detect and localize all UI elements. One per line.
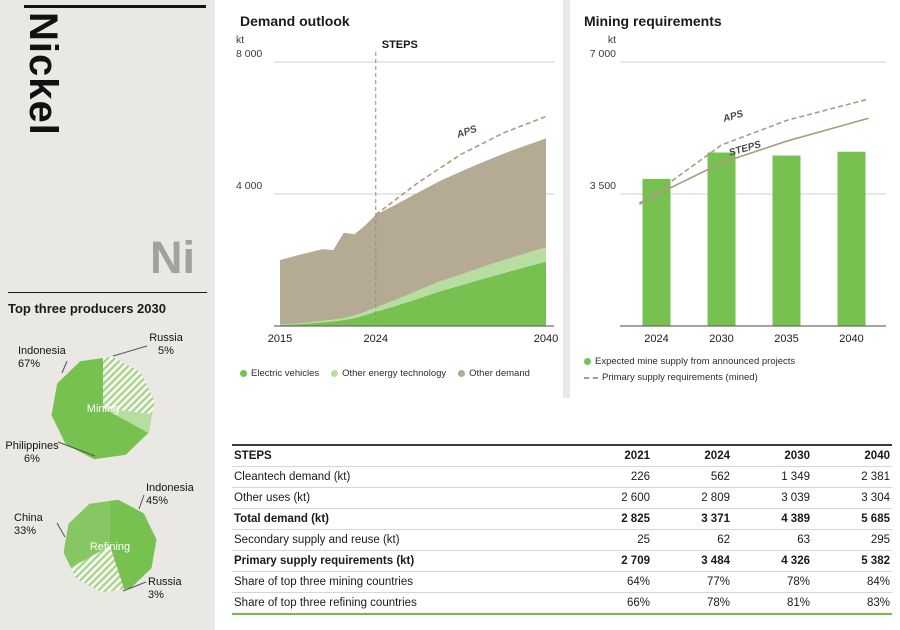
y-tick-label: 8 000 (236, 48, 263, 60)
callout-pct: 67% (18, 357, 41, 370)
producers-title: Top three producers 2030 (8, 301, 166, 316)
table-cell: 77% (652, 572, 732, 593)
table-header-cell: 2040 (812, 445, 892, 467)
table-cell: 2 809 (652, 488, 732, 509)
table-cell: 62 (652, 530, 732, 551)
y-tick-label: 4 000 (236, 180, 263, 192)
steps-table-wrap (232, 444, 892, 615)
callout-pct: 6% (24, 452, 40, 465)
pie-callout-russia-refining (148, 576, 198, 602)
pie-callout-indonesia-refining (146, 482, 206, 508)
table-cell: 3 304 (812, 488, 892, 509)
legend-item (240, 368, 319, 379)
dot-marker-icon (331, 370, 338, 377)
leader-line-china (57, 523, 65, 537)
mining-pie-block (0, 330, 215, 470)
legend-label: Other demand (469, 368, 530, 379)
row-label: Total demand (kt) (232, 509, 572, 530)
table-cell: 3 484 (652, 551, 732, 572)
callout-pct: 3% (148, 588, 164, 601)
table-header-cell: 2021 (572, 445, 652, 467)
pie-callout-china-refining (14, 512, 56, 538)
row-label: Cleantech demand (kt) (232, 467, 572, 488)
x-tick-label: 2015 (267, 333, 293, 345)
table-cell: 4 389 (732, 509, 812, 530)
x-tick-label: 2030 (709, 333, 734, 345)
table-header-cell: 2024 (652, 445, 732, 467)
callout-name: Indonesia (18, 345, 66, 357)
legend-item (584, 356, 795, 367)
mining-title: Mining requirements (584, 13, 722, 29)
steps-scenario-label: STEPS (727, 139, 763, 159)
legend-label: Expected mine supply from announced projects (595, 356, 796, 367)
table-cell: 64% (572, 572, 652, 593)
aps-scenario-label: APS (455, 123, 479, 141)
leader-line-indonesia (139, 495, 144, 509)
table-header-row (232, 445, 892, 467)
table-cell: 5 685 (812, 509, 892, 530)
refining-pie-block (0, 468, 215, 620)
demand-title: Demand outlook (240, 13, 350, 29)
table-cell: 2 825 (572, 509, 652, 530)
table-cell: 84% (812, 572, 892, 593)
table-cell: 2 381 (812, 467, 892, 488)
mining-legend (584, 356, 795, 383)
table-cell: 81% (732, 593, 812, 615)
x-tick-label: 2040 (839, 333, 864, 345)
bar-2030 (708, 153, 736, 326)
table-cell: 25 (572, 530, 652, 551)
mining-chart (576, 34, 898, 352)
table-row (232, 488, 892, 509)
legend-item (331, 368, 446, 379)
legend-label: Other energy technology (342, 368, 447, 379)
table-cell: 562 (652, 467, 732, 488)
pie-callout-philippines-mining (0, 440, 64, 466)
row-label: Share of top three refining countries (232, 593, 572, 615)
mining-pie-center-label: Mining (86, 403, 120, 415)
mining-panel (570, 0, 900, 398)
legend-label: Electric vehicles (251, 368, 320, 379)
row-label: Primary supply requirements (kt) (232, 551, 572, 572)
callout-name: Russia (149, 332, 183, 344)
table-cell: 63 (732, 530, 812, 551)
element-symbol: Ni (150, 232, 195, 283)
legend-item (584, 372, 795, 383)
dot-marker-icon (458, 370, 465, 377)
callout-pct: 5% (158, 344, 174, 357)
callout-name: China (14, 512, 43, 524)
y-tick-label: 3 500 (589, 180, 616, 192)
table-cell: 3 039 (732, 488, 812, 509)
steps-table (232, 444, 892, 615)
table-cell: 78% (652, 593, 732, 615)
x-tick-label: 2024 (644, 333, 669, 345)
callout-name: Philippines (5, 440, 59, 452)
table-cell: 66% (572, 593, 652, 615)
callout-name: Indonesia (146, 482, 194, 494)
dot-marker-icon (584, 358, 591, 365)
row-label: Share of top three mining countries (232, 572, 572, 593)
x-tick-label: 2040 (533, 333, 559, 345)
row-label: Secondary supply and reuse (kt) (232, 530, 572, 551)
table-row (232, 572, 892, 593)
x-tick-label: 2035 (774, 333, 799, 345)
table-cell: 4 326 (732, 551, 812, 572)
top-rule (24, 5, 206, 8)
table-cell: 226 (572, 467, 652, 488)
panel-gap (563, 0, 570, 398)
demand-legend (240, 368, 530, 379)
sidebar-divider (8, 292, 207, 293)
table-row (232, 509, 892, 530)
callout-pct: 33% (14, 524, 37, 537)
line-marker-icon (584, 377, 598, 379)
pie-callout-russia-mining (142, 332, 190, 358)
demand-panel (226, 0, 563, 398)
bar-2024 (643, 179, 671, 326)
table-cell: 1 349 (732, 467, 812, 488)
callout-pct: 45% (146, 494, 169, 507)
table-cell: 3 371 (652, 509, 732, 530)
sidebar (0, 0, 215, 630)
table-header-cell: STEPS (232, 445, 572, 467)
aps-scenario-label: APS (721, 108, 745, 125)
table-header-cell: 2030 (732, 445, 812, 467)
callout-name: Russia (148, 576, 182, 588)
demand-chart (234, 34, 564, 352)
row-label: Other uses (kt) (232, 488, 572, 509)
table-cell: 295 (812, 530, 892, 551)
table-cell: 5 382 (812, 551, 892, 572)
table-row (232, 593, 892, 615)
unit-label: kt (607, 34, 616, 46)
table-cell: 83% (812, 593, 892, 615)
table-row (232, 530, 892, 551)
element-name: Nickel (21, 12, 65, 136)
trend-line-steps (640, 118, 869, 203)
legend-item (458, 368, 530, 379)
x-tick-label: 2024 (363, 333, 389, 345)
table-row (232, 467, 892, 488)
table-cell: 78% (732, 572, 812, 593)
dot-marker-icon (240, 370, 247, 377)
legend-label: Primary supply requirements (mined) (602, 372, 758, 383)
pie-callout-indonesia-mining (18, 345, 80, 371)
table-row (232, 551, 892, 572)
y-tick-label: 7 000 (589, 48, 616, 60)
unit-label: kt (236, 34, 245, 46)
steps-scenario-label: STEPS (381, 39, 418, 51)
bar-2040 (838, 152, 866, 326)
table-cell: 2 709 (572, 551, 652, 572)
bar-2035 (773, 156, 801, 326)
table-cell: 2 600 (572, 488, 652, 509)
refining-pie-center-label: Refining (89, 541, 131, 553)
